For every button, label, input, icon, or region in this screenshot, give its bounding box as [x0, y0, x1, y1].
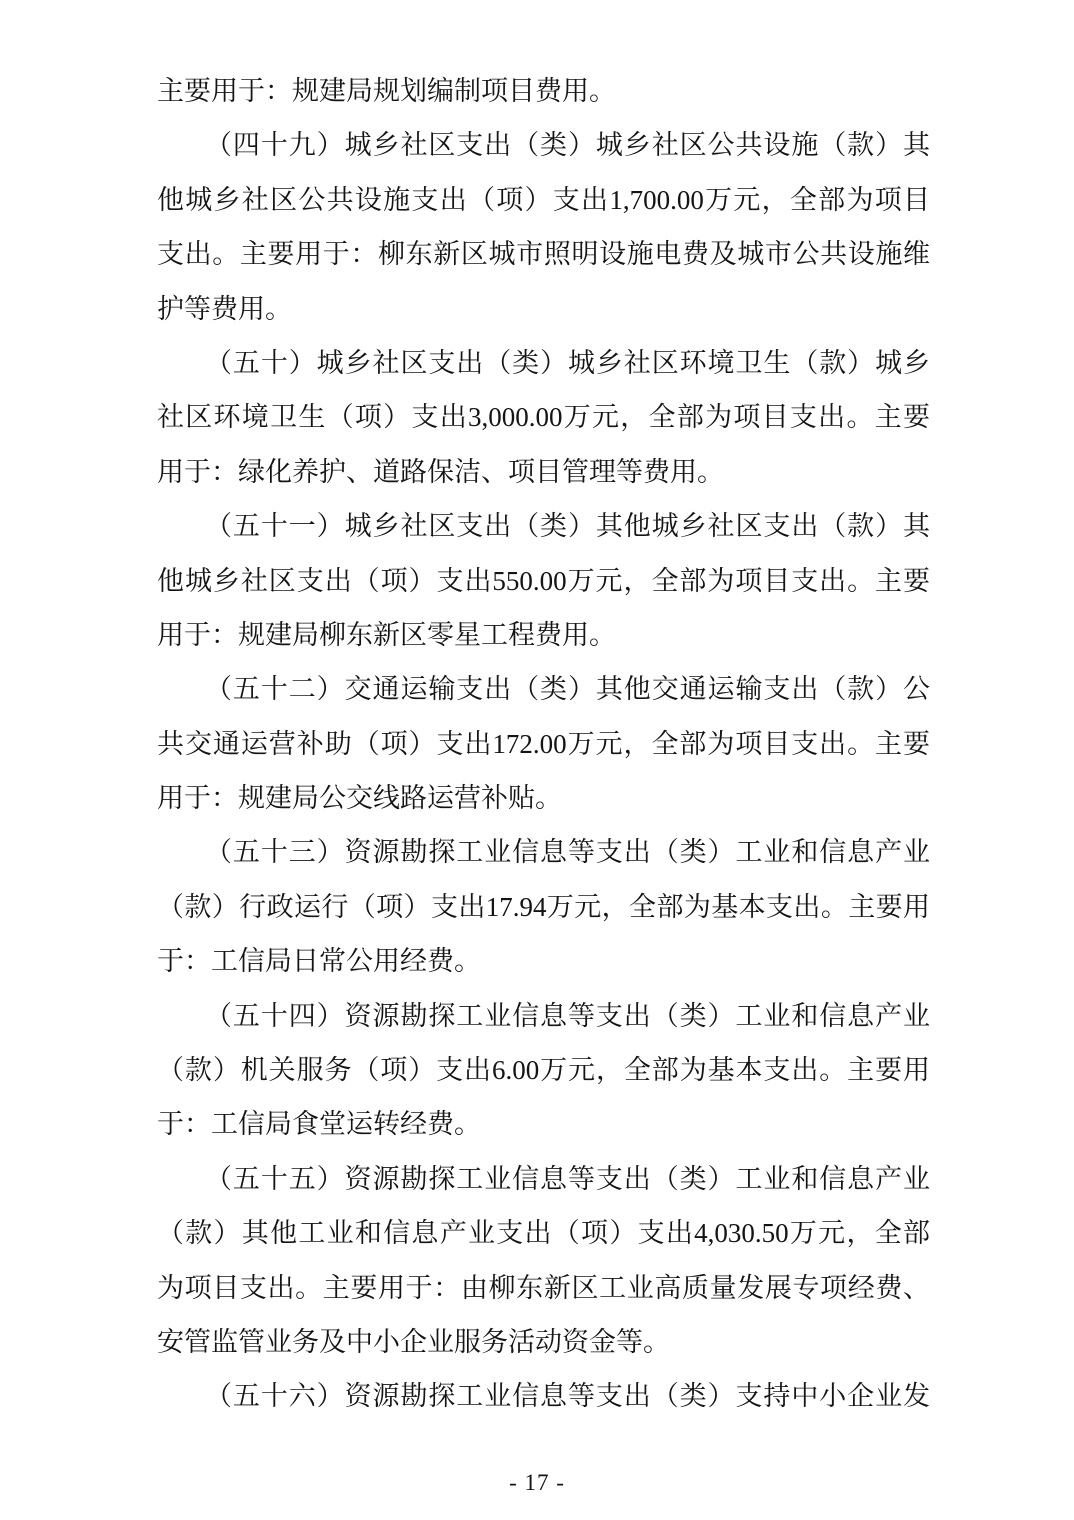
text-line: （五十四）资源勘探工业信息等支出（类）工业和信息产业	[205, 1000, 930, 1031]
text-line: （五十一）城乡社区支出（类）其他城乡社区支出（款）其	[205, 511, 930, 542]
text-line: 于：工信局日常公用经费。	[157, 946, 481, 977]
text-line: 安管监管业务及中小企业服务活动资金等。	[157, 1326, 670, 1357]
document-body	[157, 64, 930, 1424]
text-line: 用于：规建局柳东新区零星工程费用。	[157, 619, 616, 650]
text-line: （五十）城乡社区支出（类）城乡社区环境卫生（款）城乡	[205, 347, 930, 378]
text-line: 于：工信局食堂运转经费。	[157, 1109, 481, 1140]
text-line: （五十六）资源勘探工业信息等支出（类）支持中小企业发	[205, 1381, 930, 1412]
text-line: 支出。主要用于：柳东新区城市照明设施电费及城市公共设施维	[157, 239, 930, 270]
text-line: 社区环境卫生（项）支出3,000.00万元，全部为项目支出。主要	[157, 402, 930, 433]
text-line: （款）其他工业和信息产业支出（项）支出4,030.50万元，全部	[157, 1218, 930, 1249]
text-line: （款）行政运行（项）支出17.94万元，全部为基本支出。主要用	[157, 891, 930, 922]
text-line: （五十二）交通运输支出（类）其他交通运输支出（款）公	[205, 674, 930, 705]
text-line: （五十三）资源勘探工业信息等支出（类）工业和信息产业	[205, 837, 930, 868]
text-line: 用于：规建局公交线路运营补贴。	[157, 783, 562, 814]
text-line: 他城乡社区支出（项）支出550.00万元，全部为项目支出。主要	[157, 565, 930, 596]
text-line: 他城乡社区公共设施支出（项）支出1,700.00万元，全部为项目	[157, 184, 930, 215]
text-line: 为项目支出。主要用于：由柳东新区工业高质量发展专项经费、	[157, 1272, 930, 1303]
text-line: 主要用于：规建局规划编制项目费用。	[157, 76, 616, 106]
text-line: 用于：绿化养护、道路保洁、项目管理等费用。	[157, 456, 724, 487]
text-line: 护等费用。	[157, 293, 292, 324]
text-line: （四十九）城乡社区支出（类）城乡社区公共设施（款）其	[205, 130, 930, 161]
text-line: （款）机关服务（项）支出6.00万元，全部为基本支出。主要用	[157, 1055, 930, 1086]
text-line: 共交通运营补助（项）支出172.00万元，全部为项目支出。主要	[157, 728, 930, 759]
text-line: （五十五）资源勘探工业信息等支出（类）工业和信息产业	[205, 1163, 930, 1194]
page-number: - 17 -	[509, 1470, 565, 1495]
